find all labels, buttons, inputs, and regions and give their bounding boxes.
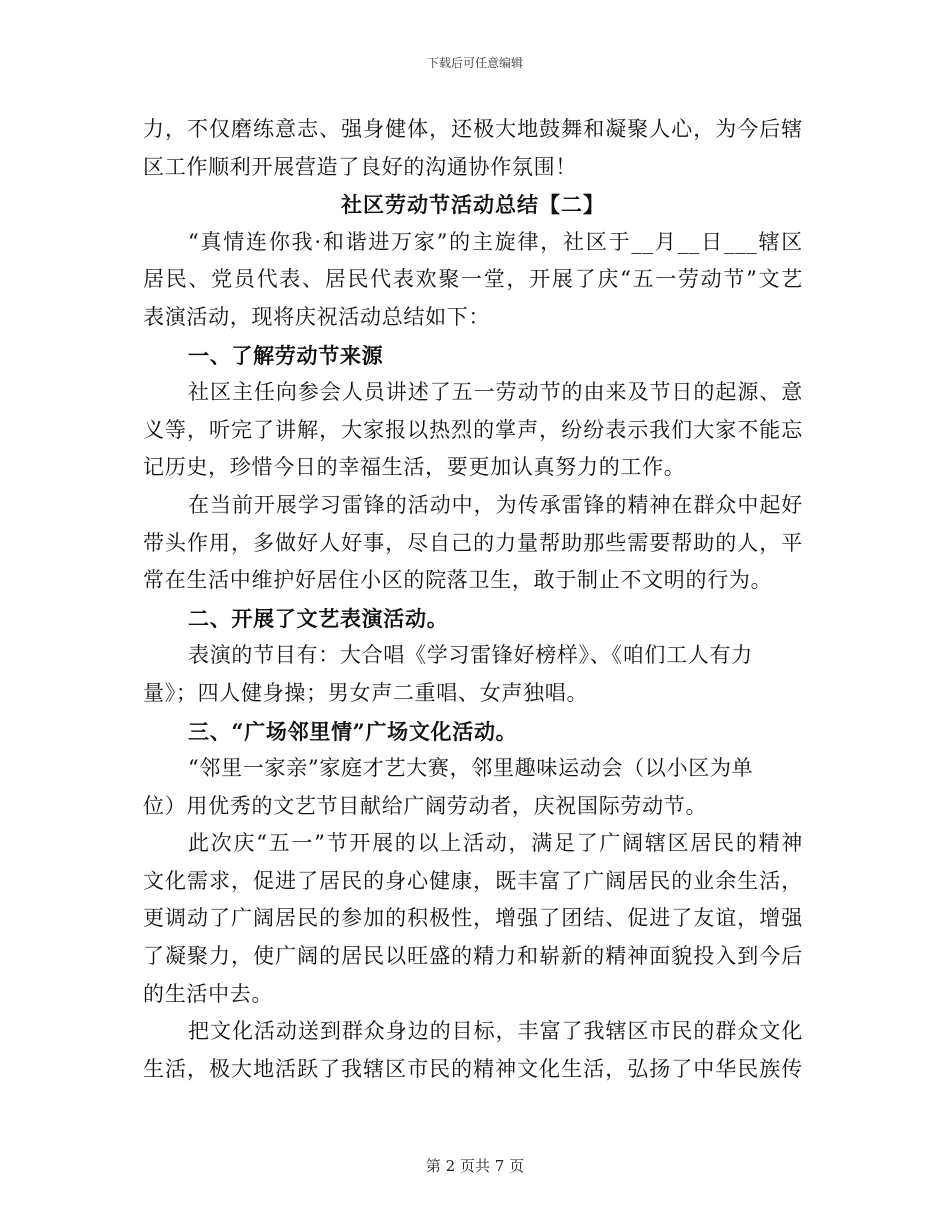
paragraph-line: 量》；四人健身操；男女声二重唱、女声独唱。 [143,680,589,705]
paragraph-line: 义等，听完了讲解，大家报以热烈的掌声，纷纷表示我们大家不能忘 [143,417,803,442]
document-body [143,111,803,1088]
paragraph-line: 把文化活动送到群众身边的目标，丰富了我辖区市民的群众文化 [188,1019,803,1044]
paragraph-line: 带头作用，多做好人好事，尽自己的力量帮助那些需要帮助的人，平 [143,530,803,555]
section-heading: 三、“广场邻里情”广场文化活动。 [188,718,518,744]
paragraph-line: 文化需求，促进了居民的身心健康，既丰富了广阔居民的业余生活， [143,868,803,893]
paragraph-line: 此次庆“五一”节开展的以上活动，满足了广阔辖区居民的精神 [188,831,803,856]
paragraph-line: “邻里一家亲”家庭才艺大赛，邻里趣味运动会（以小区为单 [188,756,754,781]
paragraph-line: 的生活中去。 [143,981,274,1006]
paragraph-line: “真情连你我·和谐进万家”的主旋律，社区于__月__日___辖区 [188,229,803,254]
paragraph-line: 表演活动，现将庆祝活动总结如下： [143,304,491,329]
paragraph-line: 生活，极大地活跃了我辖区市民的精神文化生活，弘扬了中华民族传 [143,1056,803,1081]
paragraph-line: 区工作顺利开展营造了良好的沟通协作氛围！ [143,154,577,179]
paragraph-line: 更调动了广阔居民的参加的积极性，增强了团结、促进了友谊，增强 [143,906,803,931]
paragraph-line: 居民、党员代表、居民代表欢聚一堂，开展了庆“五一劳动节”文艺 [143,267,803,292]
paragraph-line: 位）用优秀的文艺节目献给广阔劳动者，庆祝国际劳动节。 [143,793,708,818]
section-title: 社区劳动节活动总结【二】 [341,192,605,218]
paragraph-line: 了凝聚力，使广阔的居民以旺盛的精力和崭新的精神面貌投入到今后 [143,944,803,969]
paragraph-line: 在当前开展学习雷锋的活动中，为传承雷锋的精神在群众中起好 [188,492,803,517]
section-heading: 二、开展了文艺表演活动。 [188,605,449,631]
paragraph-line: 记历史，珍惜今日的幸福生活，要更加认真努力的工作。 [143,455,686,480]
page-footer: 第 2 页共 7 页 [425,1157,525,1175]
paragraph-line: 社区主任向参会人员讲述了五一劳动节的由来及节日的起源、意 [188,380,803,405]
page-header: 下载后可任意编辑 [426,56,523,70]
paragraph-line: 表演的节目有：大合唱《学习雷锋好榜样》、《咱们工人有力 [188,643,753,668]
section-heading: 一、了解劳动节来源 [188,342,384,368]
paragraph-line: 力，不仅磨练意志、强身健体，还极大地鼓舞和凝聚人心，为今后辖 [143,117,803,141]
paragraph-line: 常在生活中维护好居住小区的院落卫生，敢于制止不文明的行为。 [143,568,773,593]
